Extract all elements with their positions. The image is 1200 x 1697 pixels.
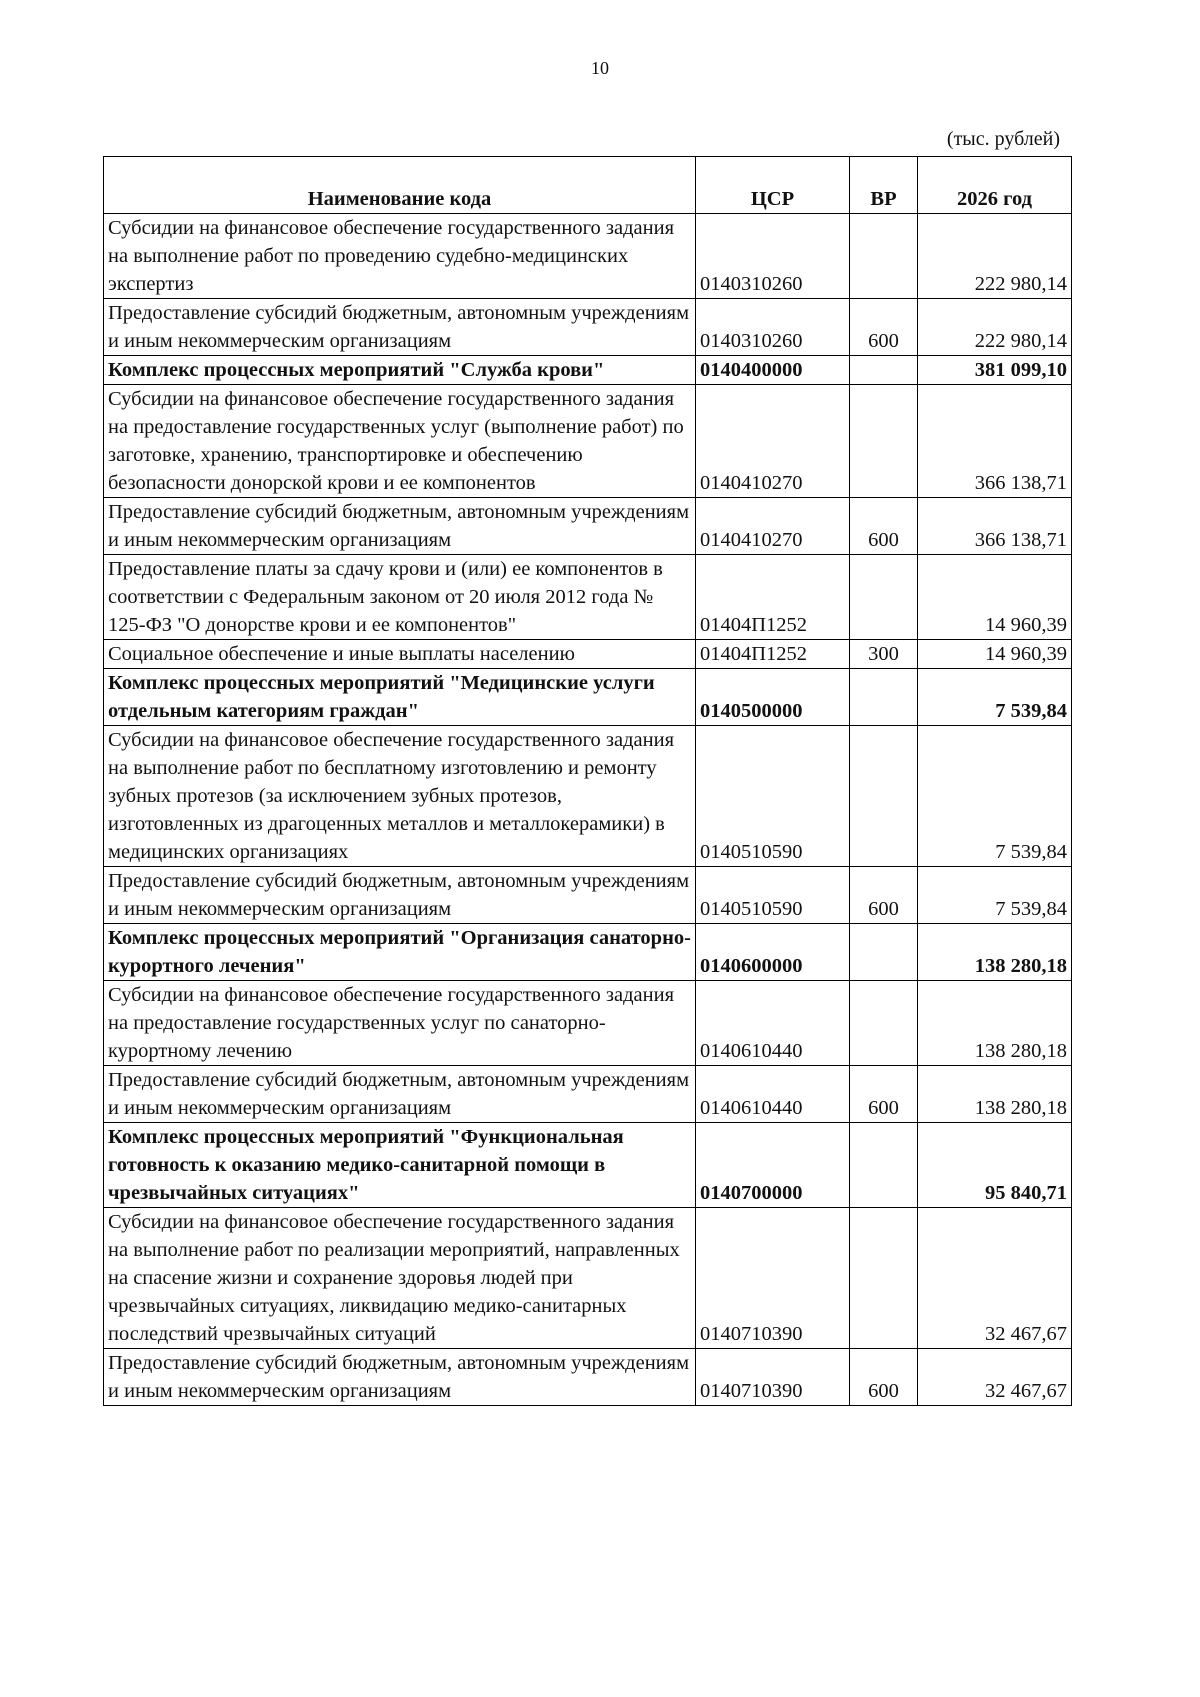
row-vr bbox=[850, 981, 918, 1066]
row-csr: 0140710390 bbox=[696, 1349, 850, 1406]
row-csr: 0140410270 bbox=[696, 385, 850, 498]
row-vr: 600 bbox=[850, 867, 918, 924]
row-csr: 0140310260 bbox=[696, 299, 850, 356]
row-csr: 0140600000 bbox=[696, 924, 850, 981]
row-name: Предоставление субсидий бюджетным, автономным учреждениям и иным некоммерческим организациям bbox=[104, 299, 696, 356]
row-name: Субсидии на финансовое обеспечение государственного задания на выполнение работ по бесплатному изготовлению и ремонту зубных протезов (за исключением зубных протезов, изготовленных из драгоценных металлов и металлокерамики) в медицинских организациях bbox=[104, 726, 696, 867]
row-amount: 381 099,10 bbox=[918, 356, 1072, 385]
row-vr: 300 bbox=[850, 640, 918, 669]
row-csr: 0140610440 bbox=[696, 1066, 850, 1123]
row-vr bbox=[850, 1123, 918, 1208]
table-row bbox=[104, 981, 1072, 1066]
header-year: 2026 год bbox=[918, 157, 1072, 214]
row-amount: 222 980,14 bbox=[918, 299, 1072, 356]
table-row bbox=[104, 555, 1072, 640]
table-row bbox=[104, 1123, 1072, 1208]
row-name: Комплекс процессных мероприятий "Функциональная готовность к оказанию медико-санитарной помощи в чрезвычайных ситуациях" bbox=[104, 1123, 696, 1208]
row-vr bbox=[850, 669, 918, 726]
row-name: Комплекс процессных мероприятий "Служба крови" bbox=[104, 356, 696, 385]
row-name: Предоставление субсидий бюджетным, автономным учреждениям и иным некоммерческим организациям bbox=[104, 1066, 696, 1123]
table-row bbox=[104, 299, 1072, 356]
row-amount: 14 960,39 bbox=[918, 640, 1072, 669]
row-amount: 138 280,18 bbox=[918, 924, 1072, 981]
row-amount: 222 980,14 bbox=[918, 214, 1072, 299]
table-row bbox=[104, 669, 1072, 726]
table-row bbox=[104, 1349, 1072, 1406]
row-name: Предоставление субсидий бюджетным, автономным учреждениям и иным некоммерческим организациям bbox=[104, 498, 696, 555]
row-csr: 0140400000 bbox=[696, 356, 850, 385]
row-name: Субсидии на финансовое обеспечение государственного задания на выполнение работ по проведению судебно-медицинских экспертиз bbox=[104, 214, 696, 299]
table-row bbox=[104, 1066, 1072, 1123]
row-name: Комплекс процессных мероприятий "Организация санаторно-курортного лечения" bbox=[104, 924, 696, 981]
row-csr: 0140710390 bbox=[696, 1208, 850, 1349]
row-amount: 32 467,67 bbox=[918, 1208, 1072, 1349]
row-vr: 600 bbox=[850, 1066, 918, 1123]
row-csr: 0140510590 bbox=[696, 726, 850, 867]
row-name: Субсидии на финансовое обеспечение государственного задания на предоставление государственных услуг по санаторно-курортному лечению bbox=[104, 981, 696, 1066]
row-csr: 01404П1252 bbox=[696, 640, 850, 669]
row-name: Предоставление субсидий бюджетным, автономным учреждениям и иным некоммерческим организациям bbox=[104, 1349, 696, 1406]
header-vr: ВР bbox=[850, 157, 918, 214]
row-name: Социальное обеспечение и иные выплаты населению bbox=[104, 640, 696, 669]
row-amount: 138 280,18 bbox=[918, 1066, 1072, 1123]
row-csr: 0140610440 bbox=[696, 981, 850, 1066]
row-vr bbox=[850, 555, 918, 640]
row-name: Предоставление платы за сдачу крови и (или) ее компонентов в соответствии с Федеральным законом от 20 июля 2012 года № 125-ФЗ "О донорстве крови и ее компонентов" bbox=[104, 555, 696, 640]
table-row bbox=[104, 214, 1072, 299]
table-header-row bbox=[104, 157, 1072, 214]
table-row bbox=[104, 356, 1072, 385]
table-row bbox=[104, 498, 1072, 555]
row-amount: 366 138,71 bbox=[918, 498, 1072, 555]
row-csr: 0140500000 bbox=[696, 669, 850, 726]
row-csr: 0140310260 bbox=[696, 214, 850, 299]
row-vr bbox=[850, 1208, 918, 1349]
row-vr: 600 bbox=[850, 299, 918, 356]
table-row bbox=[104, 385, 1072, 498]
row-vr bbox=[850, 385, 918, 498]
row-amount: 7 539,84 bbox=[918, 867, 1072, 924]
row-amount: 14 960,39 bbox=[918, 555, 1072, 640]
page-number: 10 bbox=[591, 58, 609, 78]
row-name: Субсидии на финансовое обеспечение государственного задания на выполнение работ по реализации мероприятий, направленных на спасение жизни и сохранение здоровья людей при чрезвычайных ситуациях, ликвидацию медико-санитарных последствий чрезвычайных ситуаций bbox=[104, 1208, 696, 1349]
row-csr: 0140410270 bbox=[696, 498, 850, 555]
row-vr bbox=[850, 356, 918, 385]
table-body bbox=[104, 214, 1072, 1406]
row-name: Комплекс процессных мероприятий "Медицинские услуги отдельным категориям граждан" bbox=[104, 669, 696, 726]
units-label: (тыс. рублей) bbox=[946, 128, 1060, 150]
header-name: Наименование кода bbox=[104, 157, 696, 214]
row-amount: 95 840,71 bbox=[918, 1123, 1072, 1208]
table-row bbox=[104, 867, 1072, 924]
row-csr: 0140700000 bbox=[696, 1123, 850, 1208]
header-csr: ЦСР bbox=[696, 157, 850, 214]
row-name: Предоставление субсидий бюджетным, автономным учреждениям и иным некоммерческим организациям bbox=[104, 867, 696, 924]
row-vr bbox=[850, 214, 918, 299]
table-row bbox=[104, 726, 1072, 867]
row-amount: 7 539,84 bbox=[918, 669, 1072, 726]
table-row bbox=[104, 640, 1072, 669]
row-amount: 138 280,18 bbox=[918, 981, 1072, 1066]
row-csr: 01404П1252 bbox=[696, 555, 850, 640]
row-amount: 32 467,67 bbox=[918, 1349, 1072, 1406]
row-vr: 600 bbox=[850, 498, 918, 555]
table-row bbox=[104, 1208, 1072, 1349]
row-vr: 600 bbox=[850, 1349, 918, 1406]
row-vr bbox=[850, 924, 918, 981]
table-row bbox=[104, 924, 1072, 981]
row-vr bbox=[850, 726, 918, 867]
row-amount: 7 539,84 bbox=[918, 726, 1072, 867]
budget-table bbox=[103, 156, 1072, 1406]
row-csr: 0140510590 bbox=[696, 867, 850, 924]
row-amount: 366 138,71 bbox=[918, 385, 1072, 498]
row-name: Субсидии на финансовое обеспечение государственного задания на предоставление государственных услуг (выполнение работ) по заготовке, хранению, транспортировке и обеспечению безопасности донорской крови и ее компонентов bbox=[104, 385, 696, 498]
